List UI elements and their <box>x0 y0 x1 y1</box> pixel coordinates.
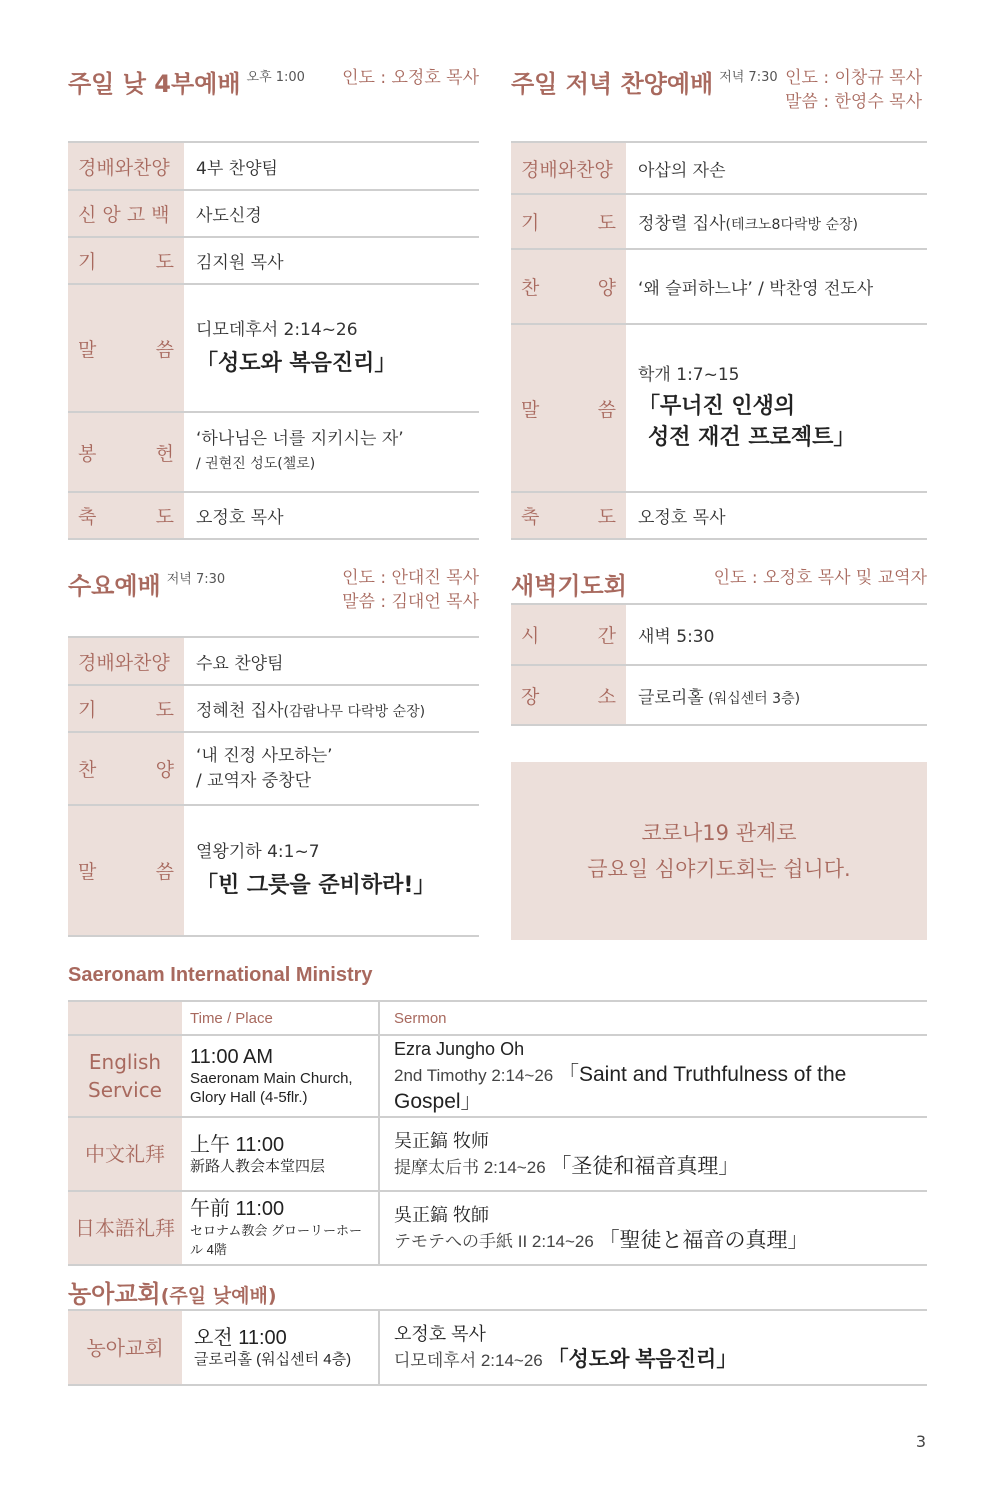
label-char: 찬 <box>521 277 540 299</box>
sermon-title: 「Saint and Truthfulness of the Gospel」 <box>394 1063 847 1113</box>
service-time: 11:00 AM <box>190 1046 274 1068</box>
sermon-title: 「성도와 복음진리」 <box>196 350 397 376</box>
sunday4-title <box>68 64 305 99</box>
prayer-note: (감람나무 다락방 순장) <box>283 704 426 720</box>
table-header-row <box>68 1001 927 1035</box>
label-char: 기 <box>521 212 540 234</box>
wednesday-leader: 인도 : 안대진 목사 <box>342 568 479 588</box>
service-label-line2: Service <box>88 1078 162 1102</box>
row-value <box>184 685 479 732</box>
label-char: 간 <box>597 625 616 647</box>
header-time-place: Time / Place <box>182 1001 379 1035</box>
row-label <box>68 492 184 539</box>
dawn-leader: 인도 : 오정호 목사 및 교역자 <box>713 568 927 588</box>
table-row <box>68 492 479 539</box>
row-label: 신 앙 고 백 <box>68 190 184 237</box>
table-row <box>511 324 927 492</box>
label-char: 기 <box>78 699 97 721</box>
service-place: セロナム教会 グローリーホール 4階 <box>190 1223 362 1257</box>
farmers-subtitle: (주일 낮예배) <box>160 1285 277 1307</box>
label-char: 도 <box>597 506 616 528</box>
sermon-ref: 학개 1:7~15 <box>638 365 740 385</box>
label-char: 씀 <box>155 861 174 883</box>
row-value: ‘왜 슬퍼하느냐’ / 박찬영 전도사 <box>626 249 927 324</box>
label-char: 축 <box>78 506 97 528</box>
row-label: 경배와찬양 <box>511 142 626 194</box>
row-value: 김지원 목사 <box>184 237 479 284</box>
label-char: 헌 <box>155 442 174 465</box>
sermon-ref: 提摩太后书 2:14~26 <box>394 1157 546 1177</box>
table-row <box>511 665 927 725</box>
row-label: 경배와찬양 <box>68 142 184 190</box>
table-row <box>511 604 927 665</box>
sermon-cell <box>379 1191 927 1265</box>
sermon-ref: 디모데후서 2:14~26 <box>394 1351 543 1370</box>
sermon-cell <box>379 1310 927 1385</box>
farmers-title <box>68 1274 277 1309</box>
table-row <box>68 412 479 492</box>
label-char: 찬 <box>78 759 97 781</box>
sunday-evening-title-text: 주일 저녁 찬양예배 <box>511 70 714 98</box>
notice-line2: 금요일 심야기도회는 쉽니다. <box>587 857 851 881</box>
label-char: 도 <box>155 699 174 721</box>
time-place-cell <box>182 1191 379 1265</box>
row-value: 아삽의 자손 <box>626 142 927 194</box>
label-char: 씀 <box>597 398 616 421</box>
sermon-cell <box>626 324 927 492</box>
international-title: Saeronam International Ministry <box>68 964 373 986</box>
label-char: 도 <box>155 506 174 528</box>
row-label <box>68 685 184 732</box>
table-row <box>68 284 479 412</box>
sunday-evening-leaders <box>785 66 922 114</box>
offering-performer: / 권현진 성도(첼로) <box>196 456 316 472</box>
service-label-line1: English <box>88 1050 162 1074</box>
table-row <box>68 142 479 190</box>
label-char: 기 <box>78 251 97 273</box>
header-sermon: Sermon <box>379 1001 927 1035</box>
service-time: 上午 11:00 <box>190 1133 285 1156</box>
row-value: 오정호 목사 <box>626 492 927 539</box>
table-row <box>68 190 479 237</box>
time-place-cell <box>182 1035 379 1117</box>
sermon-title-line2: 성전 재건 프로젝트」 <box>648 425 856 450</box>
place-note: (워십센터 3층) <box>703 690 801 707</box>
row-value: 새벽 5:30 <box>626 604 927 665</box>
wednesday-preacher: 말씀 : 김대언 목사 <box>342 592 479 612</box>
dawn-table <box>511 603 927 726</box>
table-row <box>511 194 927 249</box>
notice-box <box>511 762 927 940</box>
preacher: 吳正鎬 牧師 <box>394 1204 490 1225</box>
wednesday-title <box>68 566 225 601</box>
row-value <box>626 665 927 725</box>
sunday4-table <box>68 141 479 540</box>
label-char: 말 <box>78 338 97 361</box>
row-value: 수요 찬양팀 <box>184 637 479 685</box>
label-char: 말 <box>78 861 97 883</box>
hymn-performer: / 교역자 중창단 <box>196 770 312 791</box>
row-label <box>511 194 626 249</box>
table-row <box>68 1035 927 1117</box>
prayer-name: 정창렬 집사 <box>638 214 726 234</box>
row-value: 4부 찬양팀 <box>184 142 479 190</box>
sunday4-time: 오후 1:00 <box>246 70 305 85</box>
service-label: 中文礼拜 <box>68 1117 182 1191</box>
time-place-cell <box>182 1310 379 1385</box>
row-value: 사도신경 <box>184 190 479 237</box>
label-char: 양 <box>597 277 616 299</box>
service-time: 오전 11:00 <box>194 1327 287 1349</box>
sunday-evening-leader: 인도 : 이창규 목사 <box>785 68 922 88</box>
sermon-title: 「圣徒和福音真理」 <box>550 1154 740 1178</box>
service-place: 글로리홀 (워십센터 4층) <box>194 1351 352 1368</box>
service-place: Saeronam Main Church, <box>190 1070 353 1087</box>
row-label <box>68 732 184 805</box>
dawn-title: 새벽기도회 <box>511 572 627 600</box>
label-char: 축 <box>521 506 540 528</box>
wednesday-table <box>68 636 479 937</box>
label-char: 시 <box>521 625 540 647</box>
row-label <box>68 805 184 936</box>
service-label: 日本語礼拜 <box>68 1191 182 1265</box>
sermon-title-line1: 「무너진 인생의 <box>638 394 796 419</box>
label-char: 양 <box>155 759 174 781</box>
sermon-ref: 디모데후서 2:14~26 <box>196 319 358 340</box>
table-row <box>68 732 479 805</box>
row-label <box>68 412 184 492</box>
sunday-evening-table <box>511 141 927 540</box>
page-number: 3 <box>915 1432 926 1451</box>
row-value <box>626 194 927 249</box>
header-empty <box>68 1001 182 1035</box>
table-row <box>68 637 479 685</box>
sermon-line <box>394 1347 913 1374</box>
table-row <box>511 492 927 539</box>
preacher: 吴正鎬 牧师 <box>394 1130 490 1151</box>
sermon-title: 「성도와 복음진리」 <box>547 1348 738 1371</box>
sermon-title: 「빈 그릇을 준비하라!」 <box>196 873 436 898</box>
sermon-cell <box>379 1035 927 1117</box>
hymn-title: ‘내 진정 사모하는’ <box>196 745 333 766</box>
service-label <box>68 1035 182 1117</box>
sunday-evening-title <box>511 64 778 99</box>
label-char: 말 <box>521 398 540 421</box>
preacher: Ezra Jungho Oh <box>394 1039 525 1059</box>
time-place-cell <box>182 1117 379 1191</box>
sunday-evening-time: 저녁 7:30 <box>719 70 778 85</box>
preacher: 오정호 목사 <box>394 1324 486 1344</box>
row-value: 오정호 목사 <box>184 492 479 539</box>
row-label <box>68 284 184 412</box>
label-char: 봉 <box>78 442 97 465</box>
sermon-ref: 2nd Timothy 2:14~26 <box>394 1066 554 1085</box>
row-label <box>511 249 626 324</box>
table-row <box>68 805 479 936</box>
prayer-name: 정혜천 집사 <box>196 701 284 721</box>
row-label <box>511 665 626 725</box>
table-row <box>68 1117 927 1191</box>
table-row <box>68 685 479 732</box>
service-time: 午前 11:00 <box>190 1198 285 1220</box>
row-label <box>511 604 626 665</box>
label-char: 장 <box>521 685 540 708</box>
table-row <box>511 249 927 324</box>
sermon-title: 「聖徒と福音の真理」 <box>598 1228 809 1252</box>
sermon-cell <box>379 1117 927 1191</box>
sunday4-leader: 인도 : 오정호 목사 <box>342 68 479 88</box>
label-char: 소 <box>597 685 616 708</box>
table-row <box>68 1191 927 1265</box>
table-row <box>68 1310 927 1385</box>
wednesday-title-text: 수요예배 <box>68 572 161 600</box>
wednesday-time: 저녁 7:30 <box>166 572 226 587</box>
service-label: 농아교회 <box>68 1310 182 1385</box>
row-value <box>184 412 479 492</box>
farmers-title-text: 농아교회 <box>68 1280 161 1308</box>
place-name: 글로리홀 <box>638 687 704 708</box>
row-label <box>511 324 626 492</box>
row-label <box>68 237 184 284</box>
international-table <box>68 1000 927 1266</box>
row-value <box>184 732 479 805</box>
farmers-table <box>68 1309 927 1386</box>
sunday-evening-preacher: 말씀 : 한영수 목사 <box>785 92 922 112</box>
table-row <box>68 237 479 284</box>
row-label: 경배와찬양 <box>68 637 184 685</box>
sermon-line <box>394 1062 913 1116</box>
sermon-line <box>394 1154 913 1181</box>
service-place: 新路人教会本堂四层 <box>190 1157 326 1175</box>
row-label <box>511 492 626 539</box>
wednesday-leaders <box>342 566 479 614</box>
label-char: 씀 <box>155 338 174 361</box>
sermon-line <box>394 1228 913 1255</box>
table-row <box>511 142 927 194</box>
offering-song: ‘하나님은 너를 지키시는 자’ <box>196 429 404 449</box>
label-char: 도 <box>155 251 174 273</box>
service-place-line2: Glory Hall (4-5flr.) <box>190 1089 308 1106</box>
notice-line1: 코로나19 관계로 <box>641 821 797 845</box>
sermon-ref: 열왕기하 4:1~7 <box>196 842 320 862</box>
sermon-cell <box>184 284 479 412</box>
label-char: 도 <box>597 212 616 234</box>
sunday4-title-text: 주일 낮 4부예배 <box>68 70 241 98</box>
sermon-ref: テモテへの手紙 II 2:14~26 <box>394 1231 594 1251</box>
prayer-note: (테크노8다락방 순장) <box>725 217 858 233</box>
sermon-cell <box>184 805 479 936</box>
